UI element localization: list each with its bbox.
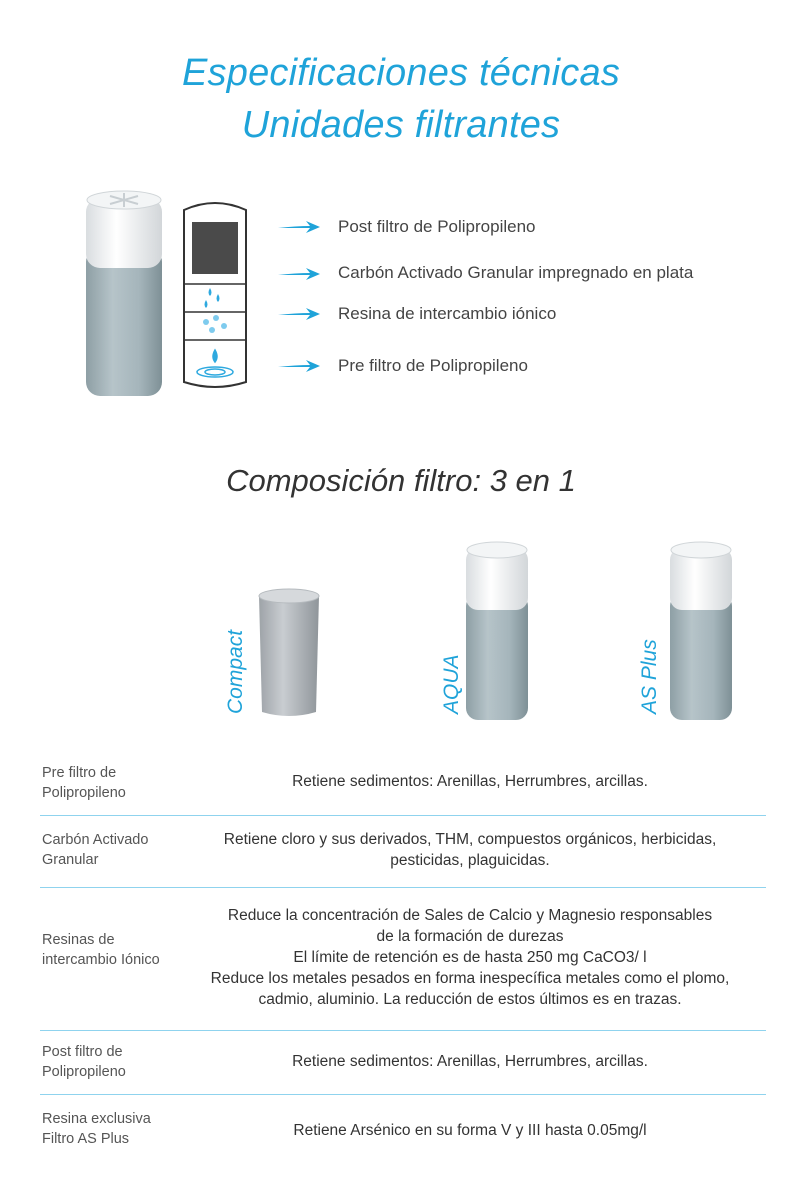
product-label-as-plus: AS Plus (638, 639, 661, 714)
arrow-right-icon (276, 266, 320, 282)
table-row-desc: Retiene sedimentos: Arenillas, Herrumbres, arcillas. (292, 773, 648, 790)
table-row-desc: Reduce la concentración de Sales de Calcio y Magnesio responsables de la formación de durezas El límite de retención es de hasta 250 mg CaCO3/ l Reduce los metales pesados en forma inespecífica metales como el plomo, cadmio, aluminio. La reducción de estos últimos es en trazas. (210, 907, 730, 1008)
layer-label-resin: Resina de intercambio iónico (338, 304, 557, 323)
table-row-label: Resina exclusiva Filtro AS Plus (42, 1111, 151, 1147)
layer-label-pre-filter: Pre filtro de Polipropileno (338, 356, 528, 375)
composition-subtitle: Composición filtro: 3 en 1 (226, 463, 576, 498)
page-title-line2: Unidades filtrantes (241, 104, 561, 146)
table-divider (40, 887, 766, 888)
table-row-desc: Retiene sedimentos: Arenillas, Herrumbres, arcillas. (292, 1053, 648, 1070)
filter-diagram-icon (180, 196, 250, 392)
table-row-label: Post filtro de Polipropileno (42, 1044, 126, 1080)
table-divider (40, 1094, 766, 1095)
table-row-desc: Retiene Arsénico en su forma V y III hasta 0.05mg/l (293, 1122, 647, 1139)
arrow-right-icon (276, 306, 320, 322)
layer-label-carbon: Carbón Activado Granular impregnado en plata (338, 263, 694, 282)
table-divider (40, 815, 766, 816)
as-plus-cartridge-icon (666, 540, 736, 724)
product-label-compact: Compact (224, 629, 247, 714)
table-row-desc: Retiene cloro y sus derivados, THM, compuestos orgánicos, herbicidas, pesticidas, plaguicidas. (223, 831, 717, 869)
filter-cartridge-icon (80, 188, 168, 400)
arrow-right-icon (276, 358, 320, 374)
table-row-label: Pre filtro de Polipropileno (42, 765, 126, 801)
arrow-right-icon (276, 219, 320, 235)
table-divider (40, 1030, 766, 1031)
page-title-line1: Especificaciones técnicas (182, 52, 620, 94)
product-label-aqua: AQUA (440, 654, 463, 714)
compact-cartridge-icon (256, 586, 322, 722)
table-row-label: Resinas de intercambio Iónico (42, 932, 160, 968)
table-row-label: Carbón Activado Granular (42, 832, 149, 868)
layer-label-post-filter: Post filtro de Polipropileno (338, 217, 536, 236)
aqua-cartridge-icon (462, 540, 532, 724)
